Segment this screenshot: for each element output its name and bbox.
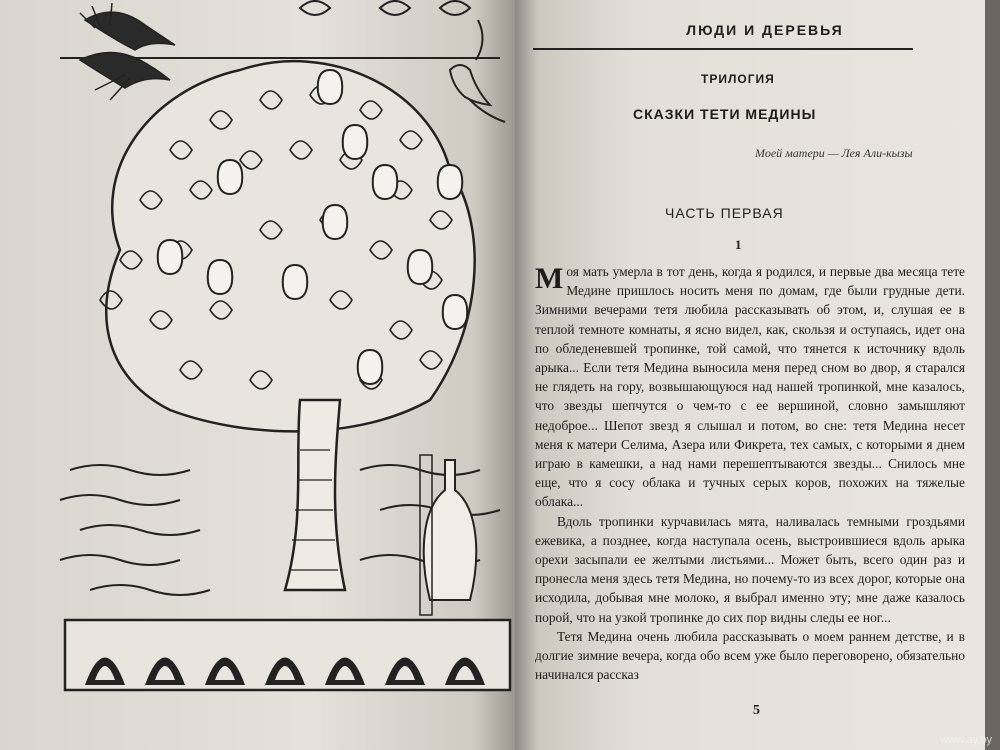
dedication: Моей матери — Лея Али-кызы [755,146,913,160]
running-head: ЛЮДИ И ДЕРЕВЬЯ [686,22,844,38]
header-rule [533,48,913,50]
body-text [535,262,965,684]
watermark: www.ay.by [940,734,992,746]
book-title: СКАЗКИ ТЕТИ МЕДИНЫ [633,106,817,122]
chapter-number: 1 [735,237,742,252]
dropcap: М [535,262,564,295]
background-edge [985,0,1000,750]
right-page [515,0,985,750]
paragraph-2: Вдоль тропинки курчавилась мята, наливалась темными гроздьями ежевика, а позднее, когда наступала осень, выстроившиеся вдоль арыка орехи засыпали ее желтыми листьями... Может быть, всего один раз и пронесла меня здесь тетя Медина, но почему-то из всех дорог, которые она исходила, добывая мне молоко, я выбрал именно эту; мне даже казалось порой, что на узкой тропинке до сих пор видны следы ее ног... [535,513,965,625]
paragraph-3: Тетя Медина очень любила рассказывать о моем раннем детстве, и в долгие зимние вечера, когда обо всем уже было переговорено, обязательно начинался рассказ [535,628,965,683]
page-number: 5 [753,703,760,718]
paragraph-1 [535,262,965,512]
paragraph-1-text: оя мать умерла в тот день, когда я родился, и первые два месяца тете Медине пришлось носить меня по домам, где были грудные дети. Зимними вечерами тетя любила рассказывать об этом, и, слушая ее в теплой темноте комнаты, я ясно видел, как, скользя и оступаясь, идет она по обледеневшей тропинке, той самой, что тянется к источнику вдоль арыка... Если тетя Медина выносила меня перед сном во двор, я старался не глядеть на гору, возвышающуюся над нашей тропинкой, мне казалось, что звезды шепчутся о чем-то с ее вершиной, словно замышляют недоброе... Шепот звезд я слышал и потом, во сне: тетя Медина несет меня к матери Селима, Азера или Фикрета, тех самых, с которыми я днем играю в камешки, а над нами перешептываются звезды... Снилось мне еще, что я сосу облака и тучных серых коров, похожих на тяжелые облака... [535,264,965,510]
part-title: ЧАСТЬ ПЕРВАЯ [665,205,784,221]
subtitle: ТРИЛОГИЯ [701,72,775,86]
